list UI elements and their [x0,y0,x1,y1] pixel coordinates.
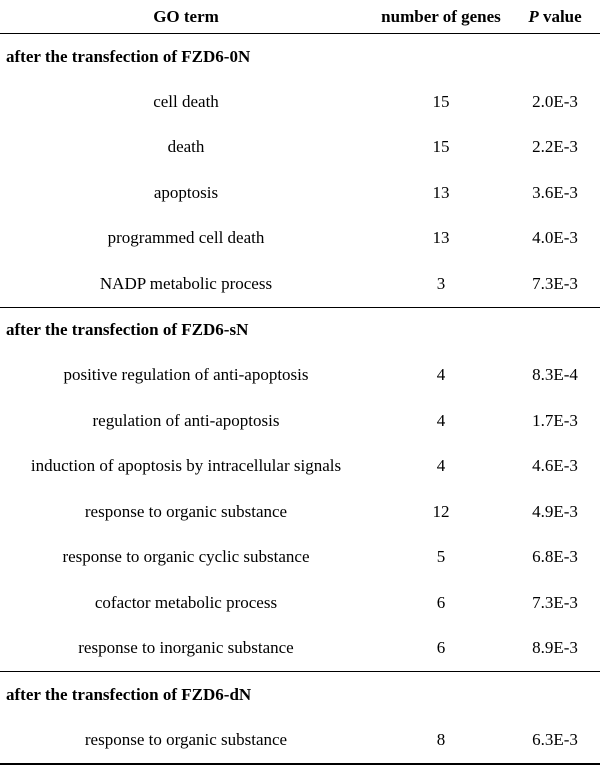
p-value-cell: 1.7E-3 [532,410,578,430]
go-term-cell: cell death [153,91,219,111]
genes-cell: 8 [436,729,446,749]
go-term-cell: programmed cell death [107,228,265,248]
p-value-cell: 7.3E-3 [532,592,578,612]
table-row [0,626,600,672]
go-term-cell: response to organic substance [84,501,288,521]
go-term-cell: cofactor metabolic process [94,592,278,612]
p-value-cell: 2.2E-3 [532,137,578,157]
go-term-cell: apoptosis [153,182,219,202]
section-title: after the transfection of FZD6-sN [6,320,249,339]
table-row [0,398,600,444]
genes-cell: 4 [436,456,446,476]
go-term-cell: death [167,137,205,157]
go-term-cell: NADP metabolic process [99,273,273,293]
header-number-of-genes: number of genes [381,6,501,26]
table-row [0,353,600,399]
genes-cell: 13 [432,182,450,202]
section-header-row [0,672,600,718]
table-row [0,170,600,216]
go-term-cell: response to organic cyclic substance [62,547,310,567]
table-row [0,444,600,490]
header-go-term: GO term [153,6,219,26]
p-value-cell: 4.0E-3 [532,228,578,248]
go-term-cell: response to organic substance [84,729,288,749]
go-term-cell: response to inorganic substance [78,638,294,658]
p-value-cell: 2.0E-3 [532,91,578,111]
table-row [0,125,600,171]
table-row [0,717,600,764]
p-value-cell: 7.3E-3 [532,273,578,293]
p-value-cell: 4.9E-3 [532,501,578,521]
table-row [0,216,600,262]
table-row [0,580,600,626]
p-value-cell: 8.9E-3 [532,638,578,658]
table-row [0,261,600,307]
p-value-cell: 3.6E-3 [532,182,578,202]
genes-cell: 15 [432,91,450,111]
p-value-cell: 6.3E-3 [532,729,578,749]
go-term-cell: positive regulation of anti-apoptosis [63,365,309,385]
genes-cell: 3 [436,273,446,293]
genes-cell: 12 [432,501,450,521]
genes-cell: 4 [436,410,446,430]
genes-cell: 13 [432,228,450,248]
header-p-symbol: P [528,6,539,26]
go-term-cell: regulation of anti-apoptosis [92,410,280,430]
genes-cell: 15 [432,137,450,157]
section-title: after the transfection of FZD6-0N [6,46,251,66]
p-value-cell: 8.3E-4 [532,365,578,385]
p-value-cell: 4.6E-3 [532,456,578,476]
section-title: after the transfection of FZD6-dN [6,684,252,704]
table-row [0,79,600,125]
header-row [0,0,600,34]
p-value-cell: 6.8E-3 [532,547,578,567]
table-row [0,489,600,535]
go-term-cell: induction of apoptosis by intracellular signals [30,456,342,476]
section-header-row [0,34,600,80]
table-row [0,535,600,581]
header-p-value [510,0,600,34]
genes-cell: 4 [436,365,446,385]
section-header-row [0,307,600,353]
genes-cell: 5 [436,547,446,567]
genes-cell: 6 [436,592,446,612]
header-p-value-text: value [538,6,582,26]
genes-cell: 6 [436,638,446,658]
